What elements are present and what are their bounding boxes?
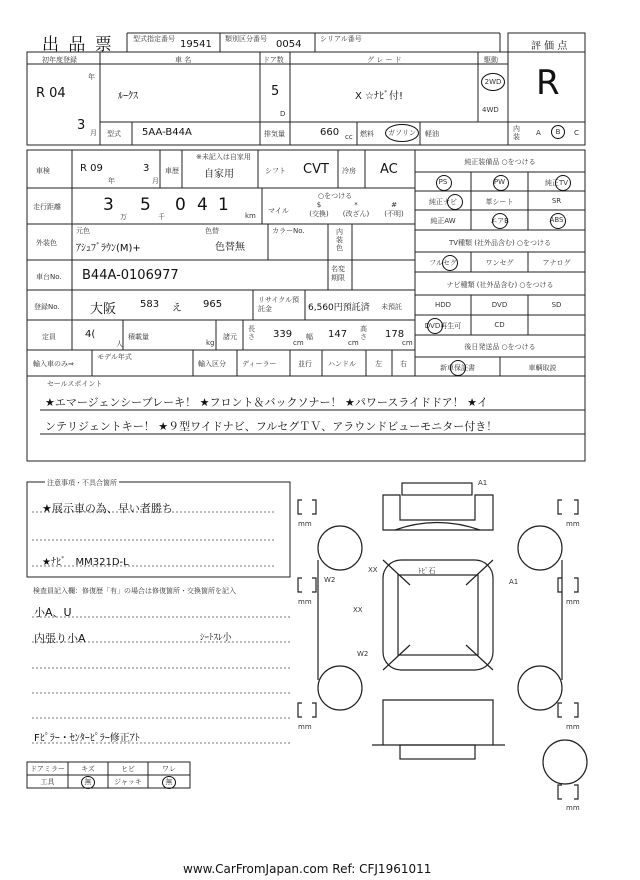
- mark-w2-mid: W2: [357, 650, 369, 658]
- model-type: 5AA-B44A: [142, 127, 192, 138]
- capacity-label: 定員: [42, 333, 56, 341]
- interior-c: C: [574, 129, 579, 137]
- interior-b: B: [551, 125, 565, 139]
- circle-ps: [436, 175, 452, 191]
- later-warranty: 新車保証書: [440, 364, 475, 372]
- reg-kana: え: [172, 303, 182, 314]
- circle-note: ○をつける: [318, 192, 353, 200]
- circle-dvd-play: [427, 318, 443, 334]
- car-name: ﾙｰｸｽ: [118, 91, 138, 102]
- tv-oneseg: ワンセグ: [485, 259, 514, 267]
- inspector-label: 検査員記入欄：修復歴「有」の場合は修復箇所・交換箇所を記入: [33, 587, 236, 595]
- mm-label-2: mm: [566, 520, 580, 528]
- import-label: 輸入車のみ⇒: [33, 360, 74, 368]
- height-cm: cm: [402, 339, 413, 347]
- mm-label-6: mm: [566, 723, 580, 731]
- type-label: 車歴: [165, 167, 179, 175]
- later-label: 後日発送品 ○をつける: [464, 343, 536, 351]
- sen-unit: 千: [158, 213, 165, 221]
- navi-hdd: HDD: [434, 301, 452, 309]
- drive-4wd: 4WD: [482, 106, 499, 114]
- inspection-month-unit: 月: [152, 177, 159, 185]
- mileage-unknown: # (不明): [384, 201, 404, 218]
- inspection-year-unit: 年: [108, 177, 115, 185]
- broken-label: ワレ: [162, 765, 176, 773]
- mark-a1-top: A1: [478, 479, 488, 487]
- sales-line-1: ★エマージェンシーブレーキ！ ★フロント＆バックソナー！ ★パワースライドドア！ ★イ: [45, 396, 489, 409]
- interior-label: 内装: [513, 125, 520, 141]
- mileage-digit-2: 5: [140, 195, 151, 215]
- later-manual: 車輌取説: [528, 364, 557, 372]
- mileage-digit-3: 0: [175, 195, 186, 215]
- recycle-label: リサイクル預託金: [258, 296, 300, 313]
- footer-watermark: www.CarFromJapan.com Ref: CFJ1961011: [183, 862, 432, 876]
- displacement: 660: [320, 127, 340, 138]
- jack-label: ジャッキ: [114, 778, 142, 786]
- class-no: 0054: [276, 39, 302, 50]
- ac-label: 冷房: [342, 167, 356, 175]
- circle-warranty: [450, 360, 466, 376]
- shift-label: シフト: [265, 167, 286, 175]
- orig-color-label: 元色: [76, 227, 90, 235]
- navi-cd: CD: [494, 321, 505, 329]
- inspector-line-3: Fﾋﾟﾗｰ・ｾﾝﾀｰﾋﾟﾗｰ修正ｱﾄ: [34, 733, 140, 744]
- mm-label-3: mm: [298, 598, 312, 606]
- first-reg-year: R 04: [36, 86, 66, 101]
- drive-2wd: 2WD: [481, 73, 505, 91]
- length-cm: cm: [293, 339, 304, 347]
- exterior-label: 外装色: [36, 239, 57, 247]
- mile-label: マイル: [268, 207, 289, 215]
- fuel-label: 燃料: [360, 130, 374, 138]
- equip-aw: 純正AW: [430, 217, 456, 225]
- month-unit: 月: [90, 129, 97, 137]
- navi-dvd: DVD: [491, 301, 508, 309]
- std-equip-label: 純正装備品 ○をつける: [464, 158, 536, 166]
- length: 339: [273, 329, 293, 340]
- width-label: 幅: [306, 333, 313, 341]
- circle-navi: [447, 194, 463, 210]
- capacity: 4(: [85, 329, 96, 340]
- inspection: R 09: [80, 163, 103, 174]
- notes-line-2: ★ﾅﾋﾞ MM321D-L: [42, 557, 129, 568]
- chassis-no: B44A-0106977: [82, 268, 179, 283]
- type: 自家用: [204, 169, 234, 180]
- chassis-label: 車台No.: [36, 273, 62, 281]
- car-name-label: 車 名: [175, 56, 192, 64]
- crack-label: ヒビ: [121, 765, 135, 773]
- grade-label: グ レ ー ド: [367, 56, 402, 64]
- mileage-digit-1: 3: [103, 195, 114, 215]
- serial-label: シリアル番号: [320, 35, 362, 43]
- width: 147: [328, 329, 348, 340]
- tools-value: 無: [81, 776, 95, 789]
- handle-label: ハンドル: [328, 360, 356, 368]
- reg-num2: 965: [203, 299, 223, 310]
- equip-navi: 純正ナビ: [429, 198, 457, 206]
- navi-sd: SD: [551, 301, 562, 309]
- inspection-label: 車検: [36, 167, 50, 175]
- inspector-line-1: 小A、U: [34, 606, 72, 619]
- mm-label-4: mm: [566, 598, 580, 606]
- load-unit: kg: [206, 339, 215, 347]
- navi-dvd-play: DVD再生可: [424, 322, 462, 330]
- mark-navi-stone: ﾄﾋﾞ石: [418, 567, 436, 575]
- door-mirror-label: ドアミラー: [30, 765, 65, 773]
- handle-left: 左: [375, 360, 382, 368]
- circle-pw: [493, 175, 509, 191]
- class-label: 類別区分番号: [225, 35, 267, 43]
- mileage-tampered: * (改ざん): [342, 201, 370, 218]
- mark-w2-left: W2: [324, 576, 336, 584]
- mileage-digit-4: 4: [197, 195, 208, 215]
- scratch-label: キズ: [81, 765, 95, 773]
- tools-label: 工具: [40, 778, 55, 786]
- displacement-label: 排気量: [264, 130, 285, 138]
- import-class-label: 輸入区分: [198, 360, 226, 368]
- mm-label-7: mm: [566, 804, 580, 812]
- man-unit: 万: [120, 213, 127, 221]
- recycle-unpaid: 未預託: [381, 303, 402, 311]
- inspector-line-2b: ｼｰﾄｽﾚ小: [200, 633, 232, 643]
- form-title: 出 品 票: [42, 35, 114, 55]
- circle-fullseg: [442, 255, 458, 271]
- handle-right: 右: [400, 360, 407, 368]
- dealer: ディーラー: [242, 360, 277, 368]
- model-cert-label: 型式指定番号: [133, 35, 175, 43]
- inspector-line-2: 内張り小A: [34, 632, 86, 645]
- doors: 5: [271, 84, 280, 99]
- equip-ps: PS: [438, 178, 448, 186]
- km-unit: km: [245, 212, 256, 220]
- orig-color: ｱｼｭﾌﾞﾗｳﾝ(M)+: [76, 243, 141, 254]
- recycle-amount: 6,560円預託済: [308, 303, 370, 313]
- equip-tv: 純正TV: [544, 179, 569, 187]
- interior-color-label: 内装色: [336, 228, 343, 252]
- mark-a1-right: A1: [509, 578, 519, 586]
- grade-score-label: 評 価 点: [531, 41, 568, 52]
- doors-label: ドア数: [263, 56, 284, 64]
- fuel: ガソリン: [385, 124, 419, 142]
- reg-num1: 583: [140, 299, 160, 310]
- equip-airbag: エアB: [490, 217, 509, 225]
- notes-line-1: ★展示車の為、早い者勝ち: [42, 502, 173, 515]
- capacity-unit: 人: [116, 340, 123, 348]
- light-oil-label: 軽油: [425, 130, 439, 138]
- tv-analog: アナログ: [542, 259, 571, 267]
- car-diagram: [298, 483, 587, 799]
- mark-xx-2: XX: [353, 606, 363, 614]
- color-change-label: 色替: [205, 227, 219, 235]
- mileage-digit-5: 1: [218, 195, 229, 215]
- mileage-exchange: $ (交換): [309, 201, 329, 218]
- equip-leather: 革シート: [485, 198, 514, 206]
- sales-line-2: ンテリジェントキー！ ★９型ワイドナビ、フルセグＴＶ、アラウンドビューモニター付き！: [45, 420, 498, 433]
- inspection-month: 3: [143, 163, 150, 174]
- first-reg-label: 初年度登録: [42, 56, 77, 64]
- grade-score: R: [536, 63, 560, 103]
- sales-label: セールスポイント: [47, 380, 103, 388]
- color-no-label: カラーNo.: [272, 227, 305, 235]
- drive-label: 駆動: [484, 56, 498, 64]
- width-cm: cm: [348, 339, 359, 347]
- height: 178: [385, 329, 405, 340]
- circle-tv: [555, 175, 571, 191]
- circle-airbag: [492, 213, 508, 229]
- mm-label-1: mm: [298, 520, 312, 528]
- interior-a: A: [536, 129, 541, 137]
- circle-abs: [550, 213, 566, 229]
- equip-abs: ABS: [549, 216, 564, 224]
- tv-fullseg: フルセグ: [429, 259, 457, 267]
- mm-label-5: mm: [298, 723, 312, 731]
- parallel: 並行: [298, 360, 312, 368]
- model-year-label: モデル年式: [97, 353, 132, 361]
- height-label: 高さ: [360, 325, 367, 341]
- year-unit: 年: [88, 73, 95, 81]
- navi-type-label: ナビ種類 (社外品含む) ○をつける: [446, 281, 554, 289]
- mark-xx-1: XX: [368, 566, 378, 574]
- reg-no-label: 登録No.: [34, 303, 60, 311]
- ac: AC: [380, 162, 398, 177]
- tv-type-label: TV種類 (社外品含む) ○をつける: [448, 239, 552, 247]
- equip-pw: PW: [493, 178, 506, 186]
- grade: X ☆ﾅﾋﾞ付!: [355, 91, 404, 102]
- load-label: 積載量: [128, 333, 149, 341]
- cc-unit: cc: [345, 133, 353, 141]
- name-change-label: 名変期限: [331, 265, 345, 282]
- shift: CVT: [303, 162, 329, 177]
- length-label: 長さ: [248, 325, 255, 341]
- notes-label: 注意事項・不具合箇所: [47, 479, 117, 487]
- reg-city: 大阪: [90, 302, 117, 317]
- first-reg-month: 3: [77, 118, 86, 133]
- doors-suffix: D: [280, 110, 286, 118]
- mileage-label: 走行距離: [33, 203, 61, 211]
- jack-value: 無: [162, 776, 176, 789]
- equip-sr: SR: [551, 197, 562, 205]
- dims-label: 諸元: [223, 333, 237, 341]
- color-changed: 色替無: [215, 242, 245, 253]
- model-cert-no: 19541: [180, 39, 212, 50]
- type-note: ※未記入は自家用: [196, 153, 251, 161]
- model-type-label: 型式: [107, 130, 121, 138]
